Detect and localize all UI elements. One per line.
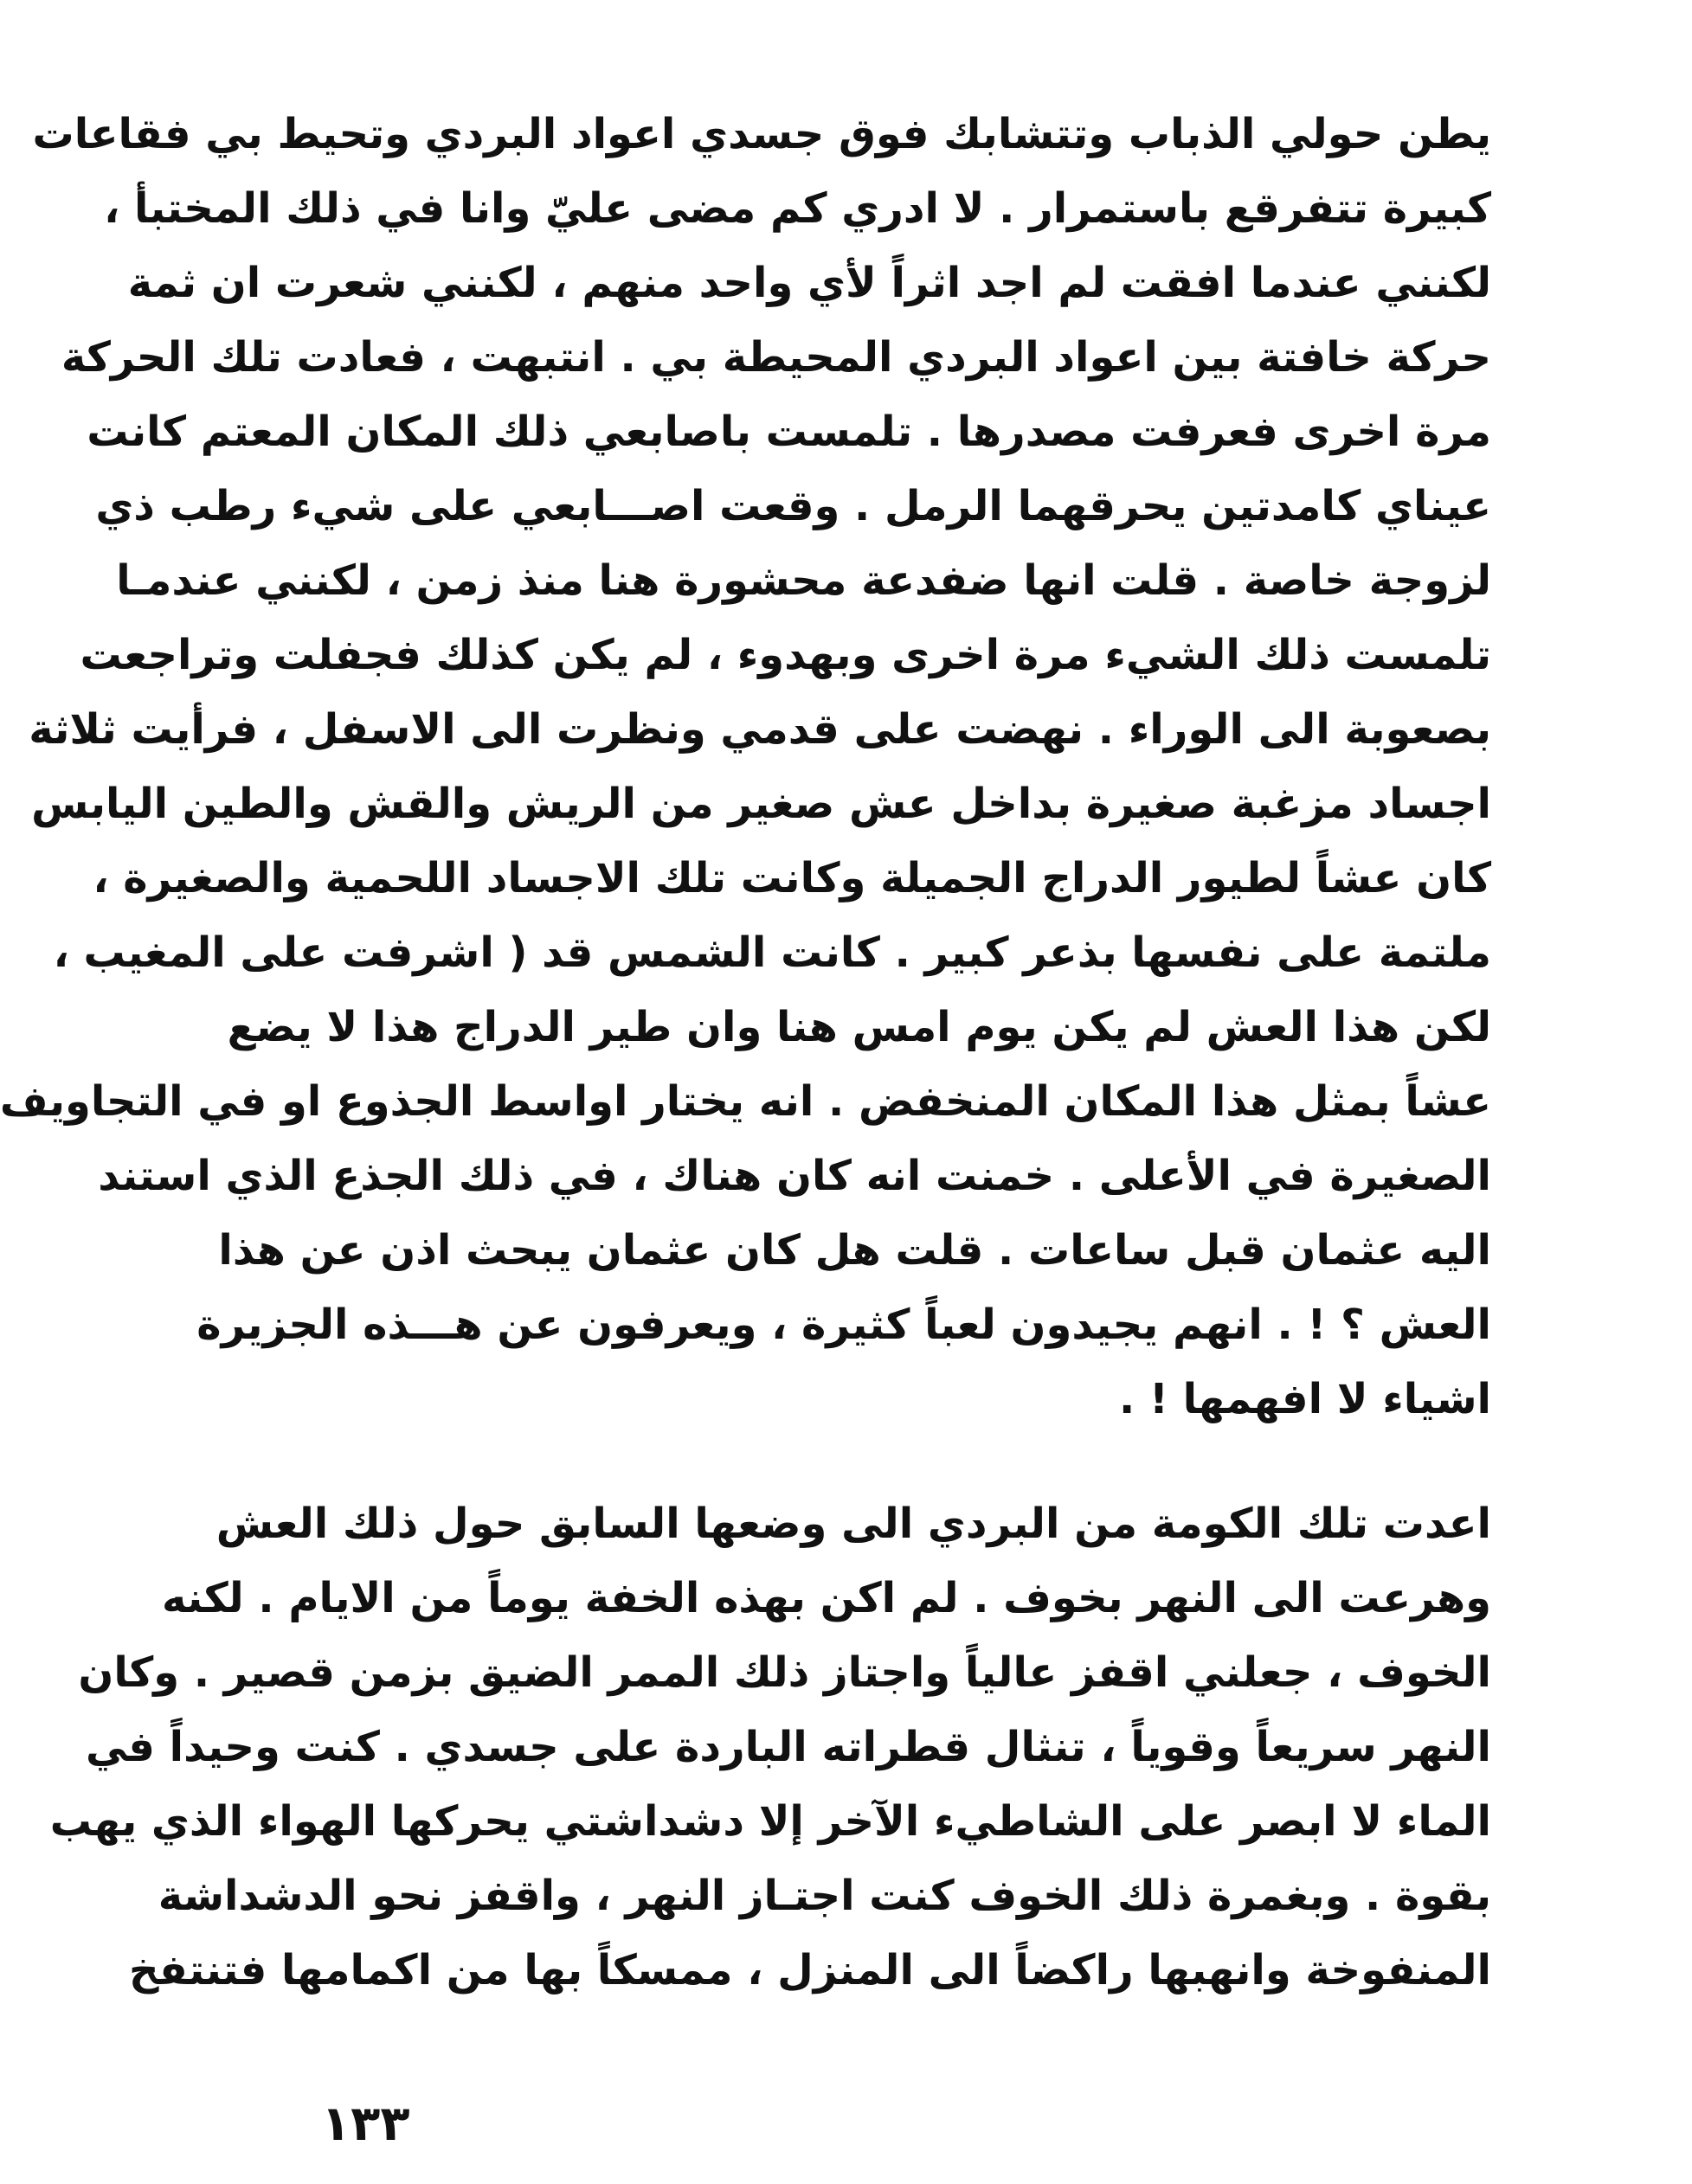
text-line: الصغيرة في الأعلى . خمنت انه كان هناك ، في ذلك الجذع الذي استند [98, 1152, 1491, 1200]
page-number: ١٣٣ [321, 2096, 410, 2152]
text-line: تلمست ذلك الشيء مرة اخرى وبهدوء ، لم يكن كذلك فجفلت وتراجعت [80, 631, 1491, 679]
text-line: وهرعت الى النهر بخوف . لم اكن بهذه الخفة يوماً من الايام . لكنه [162, 1574, 1491, 1622]
text-line-last: اشياء لا افهمها ! . [1119, 1375, 1491, 1423]
paragraph-2 [49, 1487, 1491, 2007]
text-line: يطن حولي الذباب وتتشابك فوق جسدي اعواد البردي وتحيط بي فقاعات [32, 110, 1491, 158]
text-line: العش ؟ ! . انهم يجيدون لعباً كثيرة ، ويعرفون عن هـــذه الجزيرة [196, 1301, 1491, 1349]
text-line: كبيرة تتفرقع باستمرار . لا ادري كم مضى عليّ وانا في ذلك المختبأ ، [104, 184, 1491, 233]
text-line: لكنني عندما افقت لم اجد اثراً لأي واحد منهم ، لكنني شعرت ان ثمة [127, 259, 1491, 307]
text-line: كان عشاً لطيور الدراج الجميلة وكانت تلك الاجساد اللحمية والصغيرة ، [93, 854, 1491, 903]
text-line: الخوف ، جعلني اقفز عالياً واجتاز ذلك الممر الضيق بزمن قصير . وكان [78, 1648, 1491, 1697]
text-line: عشاً بمثل هذا المكان المنخفض . انه يختار اواسط الجذوع او في التجاويف [0, 1077, 1491, 1126]
text-line: ملتمة على نفسها بذعر كبير . كانت الشمس قد ( اشرفت على المغيب ، [53, 928, 1491, 977]
text-line: اعدت تلك الكومة من البردي الى وضعها السابق حول ذلك العش [216, 1500, 1491, 1548]
text-line: اليه عثمان قبل ساعات . قلت هل كان عثمان يبحث اذن عن هذا [218, 1226, 1491, 1275]
paragraph-1 [0, 97, 1491, 1436]
text-line: المنفوخة وانهبها راكضاً الى المنزل ، ممسكاً بها من اكمامها فتنتفخ [128, 1946, 1491, 1995]
text-line: اجساد مزغبة صغيرة بداخل عش صغير من الريش والقش والطين اليابس [31, 780, 1491, 828]
text-line: عيناي كامدتين يحرقهما الرمل . وقعت اصـــابعي على شيء رطب ذي [95, 482, 1491, 530]
text-line: حركة خافتة بين اعواد البردي المحيطة بي . انتبهت ، فعادت تلك الحركة [61, 333, 1491, 382]
text-line: الماء لا ابصر على الشاطيء الآخر إلا دشداشتي يحركها الهواء الذي يهب [49, 1797, 1491, 1846]
text-line: بقوة . وبغمرة ذلك الخوف كنت اجتـاز النهر ، واقفز نحو الدشداشة [158, 1872, 1491, 1920]
text-line: لكن هذا العش لم يكن يوم امس هنا وان طير الدراج هذا لا يضع [227, 1003, 1491, 1051]
text-line: النهر سريعاً وقوياً ، تنثال قطراته الباردة على جسدي . كنت وحيداً في [85, 1723, 1491, 1771]
text-line: مرة اخرى فعرفت مصدرها . تلمست باصابعي ذلك المكان المعتم كانت [87, 408, 1491, 456]
text-line: لزوجة خاصة . قلت انها ضفدعة محشورة هنا منذ زمن ، لكنني عندمـا [116, 556, 1491, 605]
text-line: بصعوبة الى الوراء . نهضت على قدمي ونظرت الى الاسفل ، فرأيت ثلاثة [29, 705, 1491, 754]
